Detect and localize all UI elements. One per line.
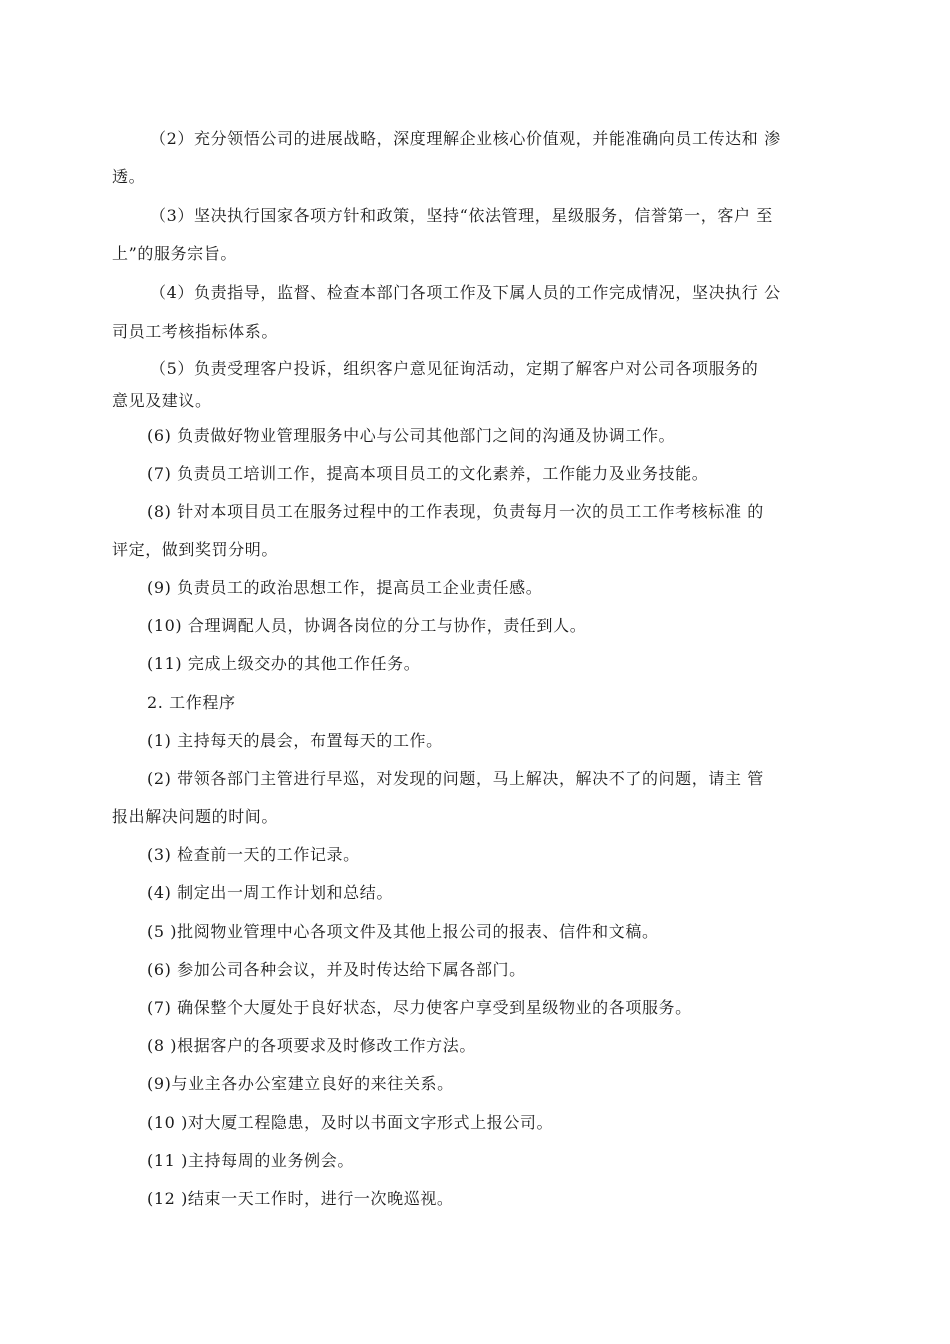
text-line: (4) 制定出一周工作计划和总结。: [147, 883, 393, 902]
text-line: (7) 负责员工培训工作，提高本项目员工的文化素养，工作能力及业务技能。: [147, 464, 709, 483]
text-line: (8) 针对本项目员工在服务过程中的工作表现，负责每月一次的员工工作考核标准 的: [147, 502, 764, 521]
text-line: 报出解决问题的时间。: [112, 807, 279, 826]
text-line: （2）充分领悟公司的进展战略，深度理解企业核心价值观，并能准确向员工传达和 渗: [150, 129, 781, 148]
text-line: (7) 确保整个大厦处于良好状态，尽力使客户享受到星级物业的各项服务。: [147, 998, 692, 1017]
text-line: (11) 完成上级交办的其他工作任务。: [147, 654, 421, 673]
text-line: （3）坚决执行国家各项方针和政策，坚持“依法管理，星级服务，信誉第一，客户 至: [150, 206, 773, 225]
text-line: 意见及建议。: [112, 391, 212, 410]
text-line: (6) 参加公司各种会议，并及时传达给下属各部门。: [147, 960, 526, 979]
text-line: (9)与业主各办公室建立良好的来往关系。: [147, 1074, 454, 1093]
text-line: (11 )主持每周的业务例会。: [147, 1151, 354, 1170]
text-line: (9) 负责员工的政治思想工作，提高员工企业责任感。: [147, 578, 543, 597]
text-line: (12 )结束一天工作时，进行一次晚巡视。: [147, 1189, 454, 1208]
section-heading: 2. 工作程序: [147, 693, 236, 712]
text-line: (5 )批阅物业管理中心各项文件及其他上报公司的报表、信件和文稿。: [147, 922, 659, 941]
text-line: 上”的服务宗旨。: [112, 244, 237, 263]
text-line: （4）负责指导，监督、检查本部门各项工作及下属人员的工作完成情况，坚决执行 公: [150, 283, 781, 302]
text-line: (6) 负责做好物业管理服务中心与公司其他部门之间的沟通及协调工作。: [147, 426, 676, 445]
text-line: （5）负责受理客户投诉，组织客户意见征询活动，定期了解客户对公司各项服务的: [150, 359, 759, 378]
text-line: (1) 主持每天的晨会，布置每天的工作。: [147, 731, 443, 750]
text-line: (3) 检查前一天的工作记录。: [147, 845, 360, 864]
text-line: (2) 带领各部门主管进行早巡，对发现的问题，马上解决，解决不了的问题，请主 管: [147, 769, 764, 788]
text-line: 评定，做到奖罚分明。: [112, 540, 279, 559]
text-line: (10) 合理调配人员，协调各岗位的分工与协作，责任到人。: [147, 616, 587, 635]
text-line: (8 )根据客户的各项要求及时修改工作方法。: [147, 1036, 476, 1055]
text-line: 司员工考核指标体系。: [112, 322, 279, 341]
text-line: 透。: [112, 167, 146, 186]
text-line: (10 )对大厦工程隐患，及时以书面文字形式上报公司。: [147, 1113, 554, 1132]
